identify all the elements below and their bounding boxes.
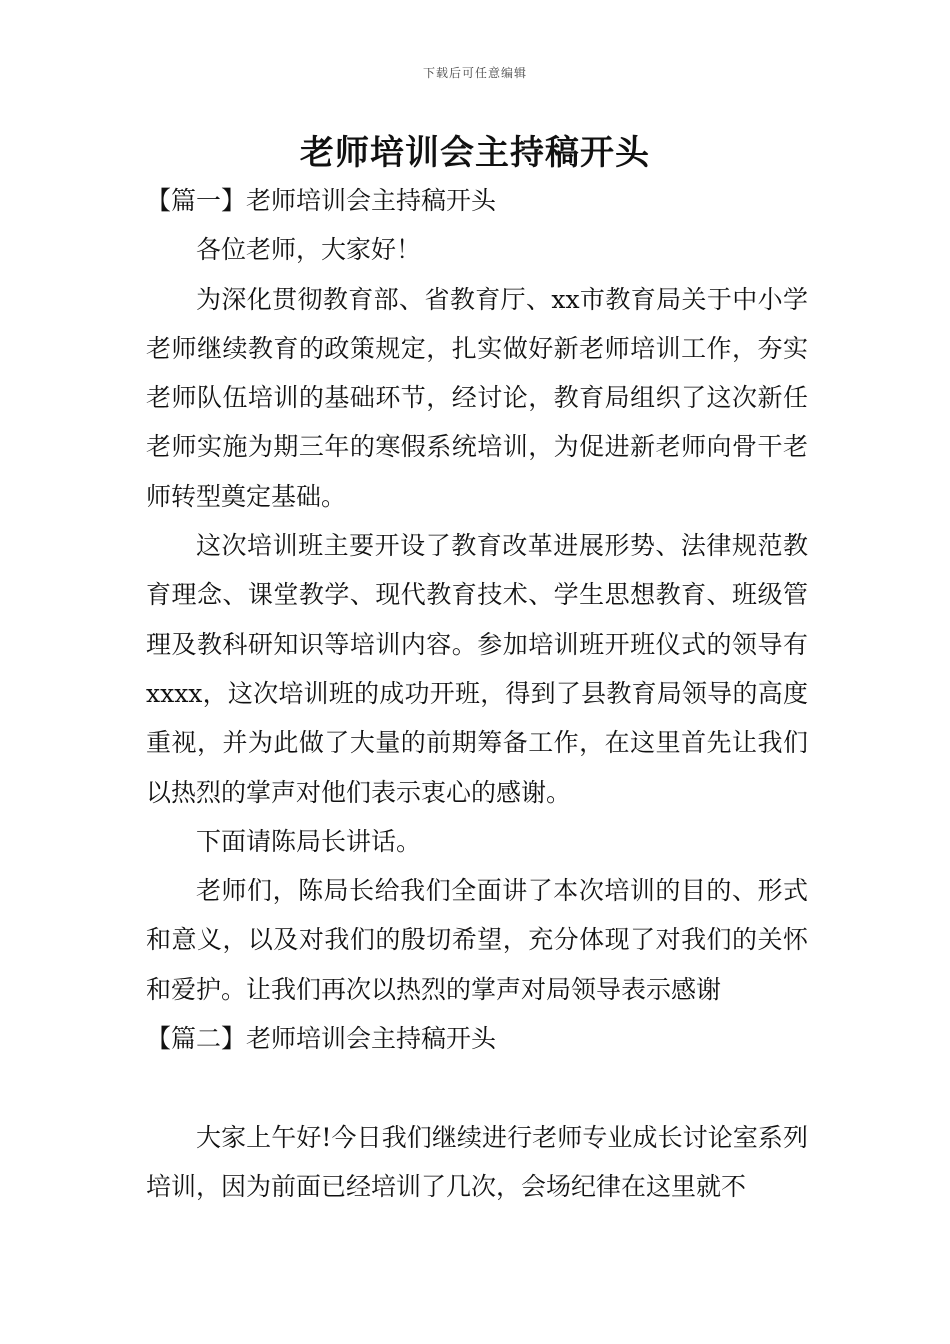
paragraph: 为深化贯彻教育部、省教育厅、xx市教育局关于中小学老师继续教育的政策规定，扎实做好新老师培训工作，夯实老师队伍培训的基础环节，经讨论，教育局组织了这次新任老师实施为期三年的寒假系统培训，为促进新老师向骨干老师转型奠定基础。	[146, 284, 808, 511]
paragraph: 老师们，陈局长给我们全面讲了本次培训的目的、形式和意义，以及对我们的殷切希望，充分体现了对我们的关怀和爱护。让我们再次以热烈的掌声对局领导表示感谢	[146, 876, 808, 1004]
paragraph: 下面请陈局长讲话。	[196, 826, 422, 856]
paragraph: 这次培训班主要开设了教育改革进展形势、法律规范教育理念、课堂教学、现代教育技术、学生思想教育、班级管理及教科研知识等培训内容。参加培训班开班仪式的领导有xxxx，这次培训班的成功开班，得到了县教育局领导的高度重视，并为此做了大量的前期筹备工作，在这里首先让我们以热烈的掌声对他们表示衷心的感谢。	[146, 531, 808, 807]
header-note: 下载后可任意编辑	[422, 66, 527, 80]
paragraph: 大家上午好!今日我们继续进行老师专业成长讨论室系列培训，因为前面已经培训了几次，会场纪律在这里就不	[146, 1122, 808, 1201]
document-title: 老师培训会主持稿开头	[300, 133, 650, 173]
blank-line	[146, 1063, 808, 1112]
section-heading: 【篇二】老师培训会主持稿开头	[146, 1024, 497, 1054]
paragraph: 各位老师，大家好！	[196, 235, 422, 265]
section-heading: 【篇一】老师培训会主持稿开头	[146, 186, 497, 215]
document-body	[146, 176, 808, 1211]
